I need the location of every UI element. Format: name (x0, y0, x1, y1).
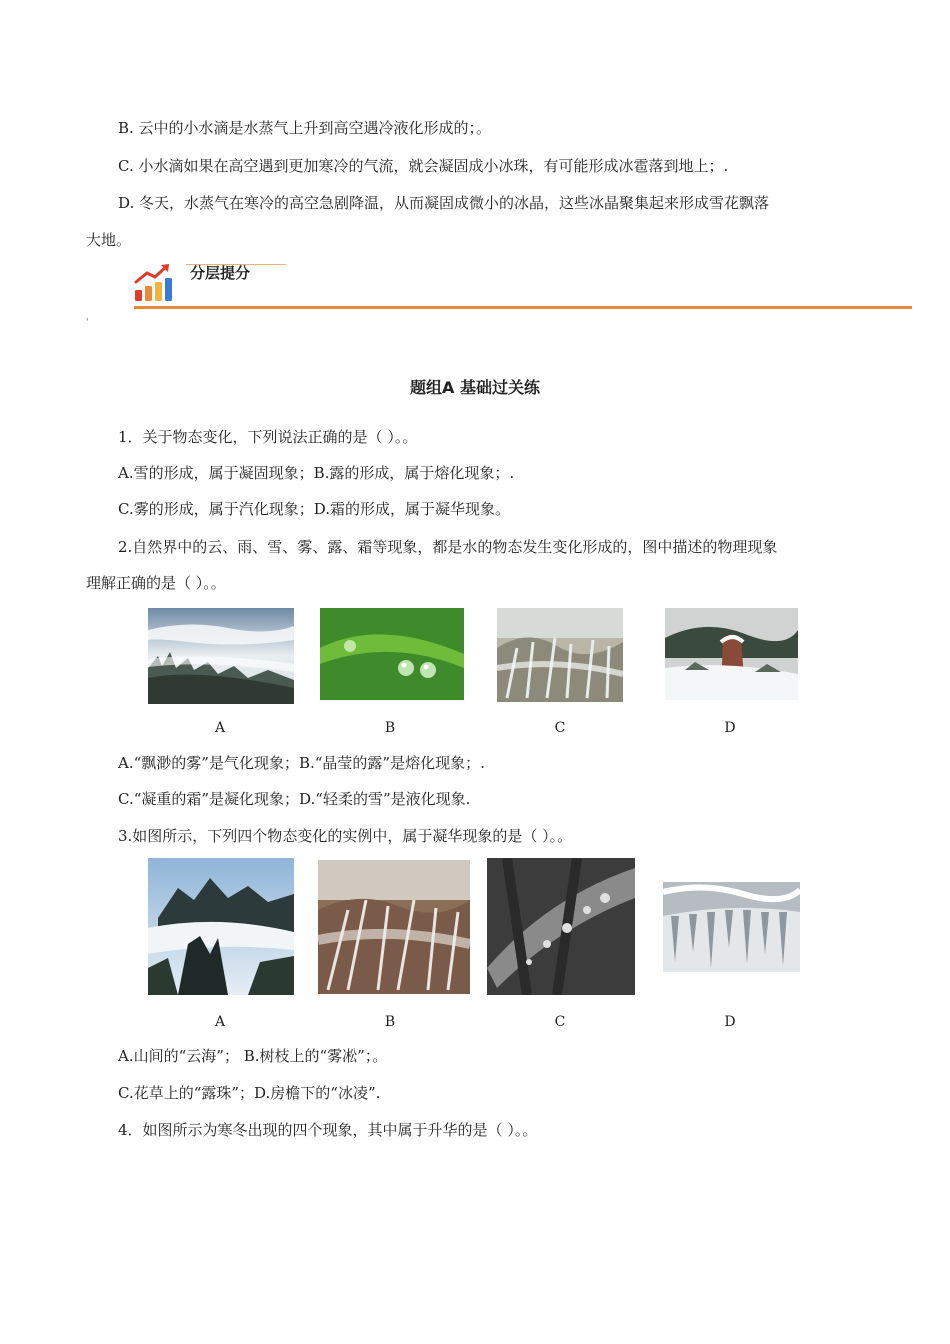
icicles-image (663, 882, 800, 972)
option-b-text: B. 云中的小水滴是水蒸气上升到高空遇冷液化形成的；。 (118, 119, 492, 137)
question-1-option-cd: C.雾的形成，属于汽化现象；D.霜的形成，属于凝华现象。 (118, 500, 510, 518)
question-3-caption-c: C (554, 1014, 566, 1030)
question-3-option-ab: A.山间的“云海”； B.树枝上的“雾凇”；。 (118, 1047, 388, 1065)
question-2-caption-a: A (214, 720, 226, 736)
frost-plants-image (497, 608, 623, 702)
question-3-caption-b: B (384, 1014, 396, 1030)
question-2-option-cd: C.“凝重的霜”是凝化现象；D.“轻柔的雪”是液化现象. (118, 790, 471, 808)
question-2-option-ab: A.“飘渺的雾”是气化现象；B.“晶莹的露”是熔化现象；. (118, 754, 485, 772)
section-title: 题组A 基础过关练 (410, 378, 540, 397)
banner-title: 分层提分 (190, 264, 251, 282)
cloud-sea-mountain-image (148, 858, 294, 995)
option-c-text: C. 小水滴如果在高空遇到更加寒冷的气流，就会凝固成小冰珠，有可能形成冰雹落到地上；. (118, 157, 729, 175)
snow-rock-image (665, 608, 798, 700)
question-2-caption-b: B (384, 720, 396, 736)
question-3-caption-d: D (724, 1014, 736, 1030)
question-2-stem-line2: 理解正确的是（ ）。。 (86, 574, 226, 592)
dew-drops-image (320, 608, 464, 700)
question-1-stem: 1．关于物态变化，下列说法正确的是（ ）。。 (118, 428, 418, 446)
option-d-text-line1: D. 冬天，水蒸气在寒冷的高空急剧降温，从而凝固成微小的冰晶，这些冰晶聚集起来形成雪花飘落 (118, 194, 770, 212)
question-3-option-cd: C.花草上的“露珠”；D.房檐下的“冰凌”. (118, 1084, 381, 1102)
option-d-text-line2: 大地。 (86, 231, 132, 249)
question-2-caption-d: D (724, 720, 736, 736)
growth-chart-icon (133, 262, 177, 302)
question-2-stem-line1: 2.自然界中的云、雨、雪、雾、露、霜等现象，都是水的物态发生变化形成的，图中描述的物理现象 (118, 538, 778, 556)
rime-branches-image (318, 860, 470, 994)
question-4-stem: 4．如图所示为寒冬出现的四个现象，其中属于升华的是（ ）。。 (118, 1121, 538, 1139)
question-2-caption-c: C (554, 720, 566, 736)
question-1-option-ab: A.雪的形成，属于凝固现象；B.露的形成，属于熔化现象；. (118, 464, 515, 482)
fog-forest-image (148, 608, 294, 704)
paragraph-mark: ' (86, 318, 89, 328)
question-3-stem: 3.如图所示，下列四个物态变化的实例中，属于凝华现象的是（ ）。。 (118, 827, 573, 845)
banner-divider (134, 306, 912, 309)
dew-leaf-bw-image (487, 858, 635, 995)
question-3-caption-a: A (214, 1014, 226, 1030)
